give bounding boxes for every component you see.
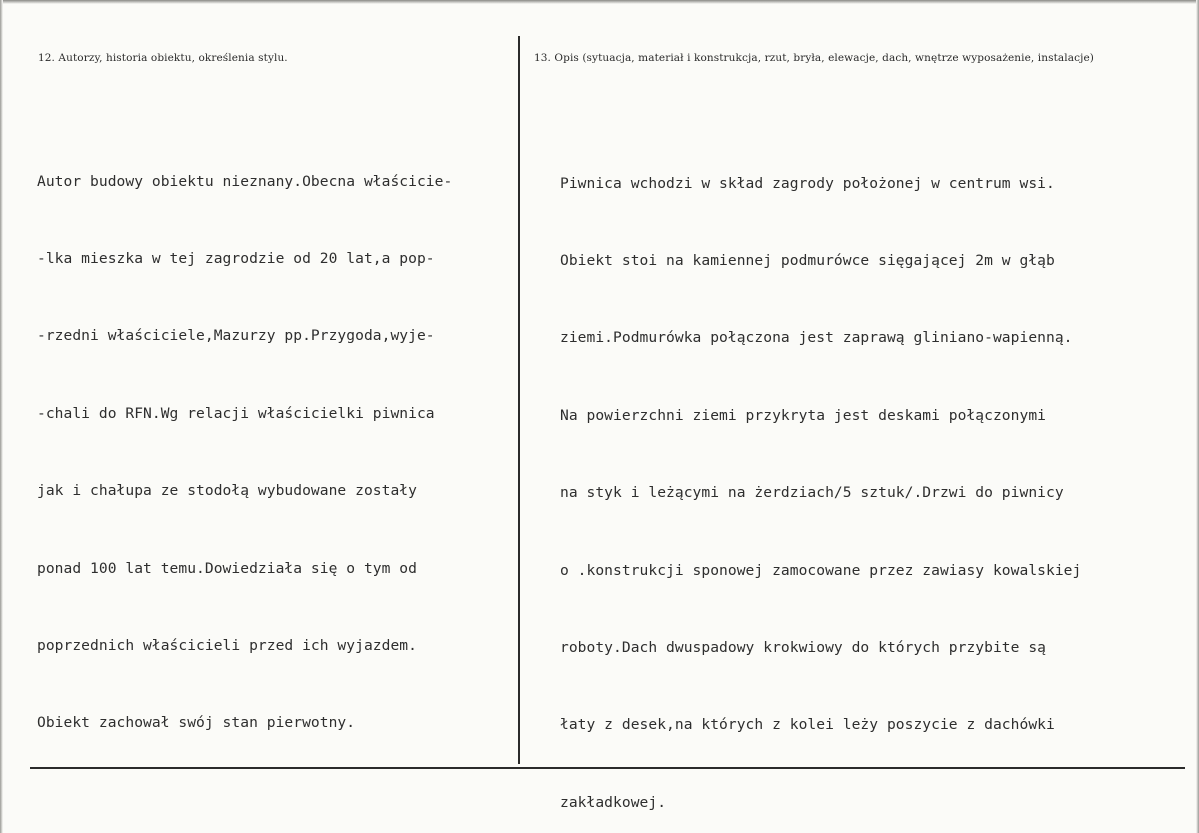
typed-line: ziemi.Podmurówka połączona jest zaprawą gliniano-wapienną. [560,329,1073,347]
typed-line: -lka mieszka w tej zagrodzie od 20 lat,a pop- [37,249,435,267]
typed-line: -chali do RFN.Wg relacji właścicielki piwnica [37,404,435,422]
section-13-header: 13. Opis (sytuacja, materiał i konstrukcja, rzut, bryła, elewacje, dach, wnętrze wyposażenie, instalacje) [534,52,1094,64]
typed-line: Autor budowy obiektu nieznany.Obecna właścicie- [37,172,453,190]
card-top-edge [0,0,1199,4]
typed-line: Piwnica wchodzi w skład zagrody położonej w centrum wsi. [560,174,1055,192]
typed-line: poprzednich właścicieli przed ich wyjazdem. [37,636,417,654]
typed-line: łaty z desek,na których z kolei leży poszycie z dachówki [560,716,1055,734]
typed-line: Obiekt stoi na kamiennej podmurówce sięgającej 2m w głąb [560,251,1055,269]
typed-line: zakładkowej. [560,793,667,811]
typed-line: jak i chałupa ze stodołą wybudowane zostały [37,482,417,500]
typed-line: na styk i leżącymi na żerdziach/5 sztuk/.Drzwi do piwnicy [560,484,1064,502]
section-12-typed-text [37,117,452,788]
typed-line: o .konstrukcji sponowej zamocowane przez zawiasy kowalskiej [560,561,1082,579]
typed-line: Na powierzchni ziemi przykryta jest deskami połączonymi [560,406,1046,424]
typed-line: -rzedni właściciele,Mazurzy pp.Przygoda,wyje- [37,327,435,345]
typed-line: roboty.Dach dwuspadowy krokwiowy do których przybite są [560,638,1046,656]
section-12-header: 12. Autorzy, historia obiektu, określenia stylu. [38,52,288,64]
card-left-edge [0,0,3,833]
section-13-typed-text [560,119,1081,833]
column-divider [518,36,520,764]
typed-line: Obiekt zachował swój stan pierwotny. [37,714,356,732]
typed-line: ponad 100 lat temu.Dowiedziała się o tym od [37,559,417,577]
